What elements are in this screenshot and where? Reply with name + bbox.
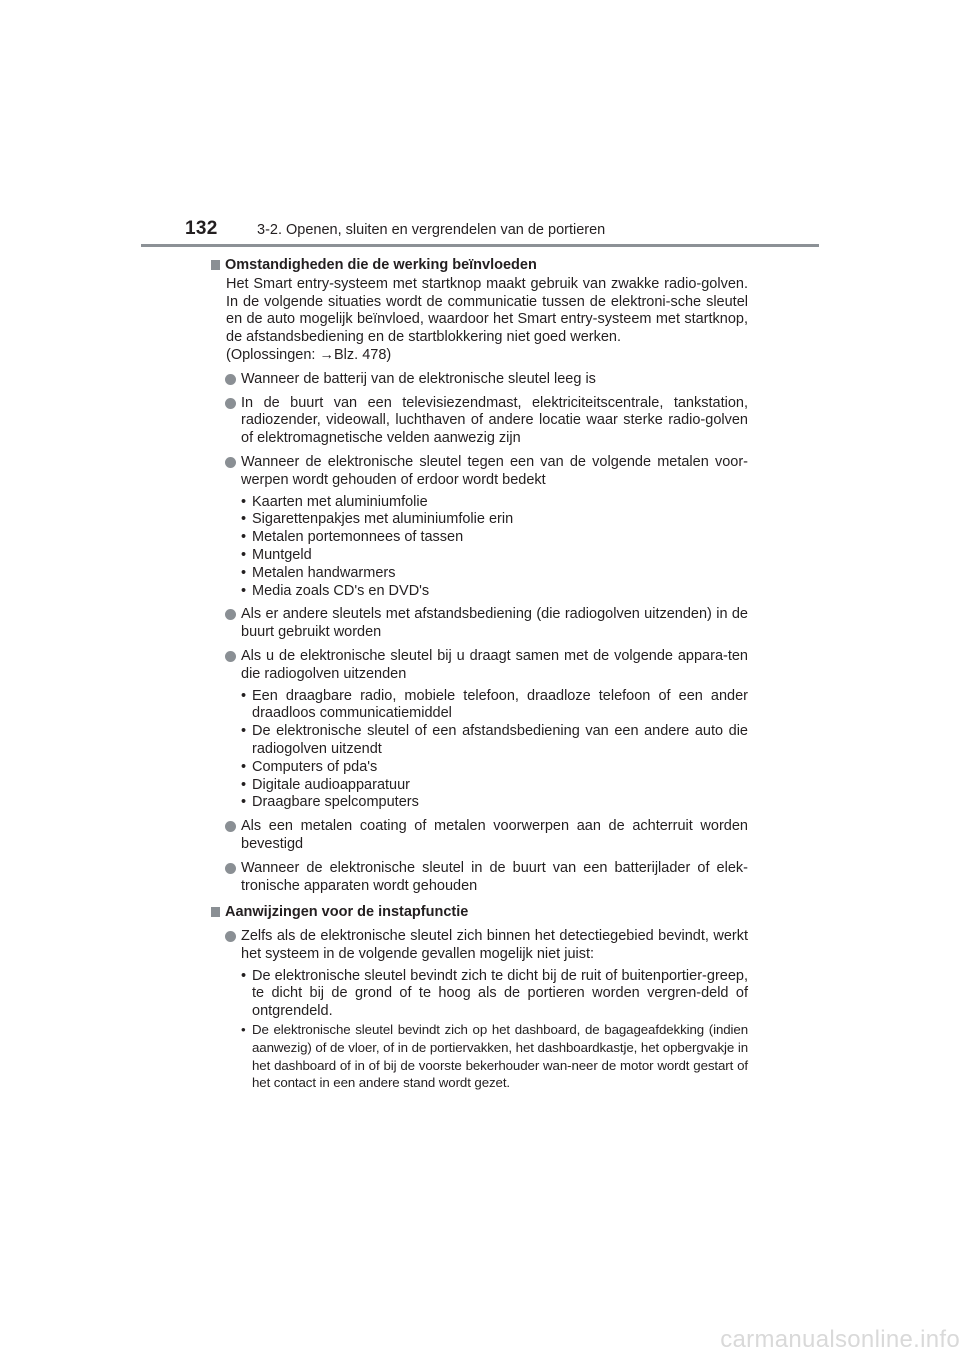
sub-list [211, 968, 748, 1021]
sub-list-item: • Sigarettenpakjes met aluminiumfolie erin [241, 511, 514, 528]
sub-list-item: • Een draagbare radio, mobiele telefoon, draadloze telefoon of een ander draadloos communicatiemiddel [241, 687, 748, 722]
list-item-text: Als er andere sleutels met afstandsbediening (die radiogolven uitzenden) in de buurt gebruikt worden [241, 606, 748, 641]
circle-bullet-icon [225, 374, 236, 385]
page-content [211, 255, 748, 1092]
list-item [211, 454, 748, 490]
list-item-text: Wanneer de elektronische sleutel tegen een van de volgende metalen voor-werpen wordt gehouden of erdoor wordt bedekt [241, 453, 748, 488]
sub-list-item: • Digitale audioapparatuur [241, 776, 410, 793]
dot-bullet-icon: • [241, 687, 247, 704]
sub-list-item: • De elektronische sleutel bevindt zich te dicht bij de ruit of buitenportier-greep, te dicht bij de grond of te hoog als de portieren worden vergren-deld of ontgrendeld. [241, 967, 748, 1020]
list-item [211, 928, 748, 964]
sub-list-item: • Kaarten met aluminiumfolie [241, 493, 428, 510]
dot-bullet-icon: • [241, 546, 247, 563]
circle-bullet-icon [225, 863, 236, 874]
dot-bullet-icon: • [241, 529, 247, 546]
dot-bullet-icon: • [241, 582, 247, 599]
sub-list-item: • Draagbare spelcomputers [241, 794, 419, 811]
dot-bullet-icon: • [241, 564, 247, 581]
circle-bullet-icon [225, 821, 236, 832]
sub-list-item: • Metalen handwarmers [241, 564, 396, 581]
circle-bullet-icon [225, 398, 236, 409]
dot-bullet-icon: • [241, 967, 247, 984]
dot-bullet-icon: • [241, 758, 247, 775]
dot-bullet-icon: • [241, 723, 247, 740]
intro-paragraph: Het Smart entry-systeem met startknop maakt gebruik van zwakke radio-golven. In de volgende situaties wordt de communicatie tussen de elektroni-sche sleutel en de auto mogelijk beïnvloed, waardoor het Smart entry-systeem met startknop, de afstandsbediening en de startblokkering niet goed werken. [226, 275, 748, 346]
sub-list-item: • Muntgeld [241, 546, 312, 563]
dot-bullet-icon: • [241, 776, 247, 793]
dot-bullet-icon: • [241, 1022, 246, 1038]
list-item [211, 648, 748, 684]
sub-list [211, 1021, 748, 1092]
sub-list-item: • De elektronische sleutel of een afstandsbediening van een andere auto die radiogolven uitzendt [241, 723, 748, 757]
list-item [211, 860, 748, 896]
circle-bullet-icon [225, 651, 236, 662]
watermark: carmanualsonline.info [720, 1326, 960, 1353]
sub-list [211, 494, 748, 601]
list-item-text: In de buurt van een televisiezendmast, elektriciteitscentrale, tankstation, radiozender, videowall, luchthaven of andere locatie waar sterke radio-golven of elektromagnetische velden aanwezig zijn [241, 394, 748, 447]
list-item-text: Wanneer de elektronische sleutel in de buurt van een batterijlader of elek-tronische apparaten wordt gehouden [241, 859, 748, 894]
square-bullet-icon [211, 260, 220, 270]
solutions-reference: (Oplossingen: →Blz. 478) [226, 346, 392, 363]
list-item-text: Zelfs als de elektronische sleutel zich binnen het detectiegebied bevindt, werkt het systeem in de volgende gevallen mogelijk niet juist: [241, 928, 748, 962]
sub-list-item: • Metalen portemonnees of tassen [241, 529, 464, 546]
sub-list [211, 688, 748, 813]
section-heading-label: Omstandigheden die de werking beïnvloeden [225, 257, 537, 273]
list-item-text: Als u de elektronische sleutel bij u draagt samen met de volgende appara-ten die radiogolven uitzenden [241, 647, 748, 682]
circle-bullet-icon [225, 457, 236, 468]
sub-list-item: • Media zoals CD's en DVD's [241, 582, 430, 599]
list-item [211, 395, 748, 448]
dot-bullet-icon: • [241, 511, 247, 528]
header-divider [141, 244, 819, 247]
section-heading-conditions [211, 257, 748, 275]
section-heading-entry-function [211, 904, 748, 922]
dot-bullet-icon: • [241, 794, 247, 811]
square-bullet-icon [211, 907, 220, 917]
list-item-text: Wanneer de batterij van de elektronische sleutel leeg is [241, 370, 596, 387]
list-item [211, 818, 748, 854]
list-item [211, 371, 748, 389]
list-item-text: Als een metalen coating of metalen voorwerpen aan de achterruit worden bevestigd [241, 818, 748, 852]
sub-list-item: • De elektronische sleutel bevindt zich op het dashboard, de bagageafdekking (indien aanwezig) of de vloer, of in de portiervakken, het dashboardkastje, het opbergvakje in het dashboard of in of bij de voorste bekerhouder wan-neer de motor wordt gestart of het contact in een andere stand wordt gezet. [241, 1022, 748, 1091]
dot-bullet-icon: • [241, 493, 247, 510]
list-item [211, 606, 748, 642]
page-number: 132 [185, 218, 218, 239]
circle-bullet-icon [225, 609, 236, 620]
section-title: 3-2. Openen, sluiten en vergrendelen van de portieren [257, 222, 606, 238]
sub-list-item: • Computers of pda's [241, 758, 378, 775]
circle-bullet-icon [225, 931, 236, 942]
section-heading-label: Aanwijzingen voor de instapfunctie [225, 904, 469, 921]
